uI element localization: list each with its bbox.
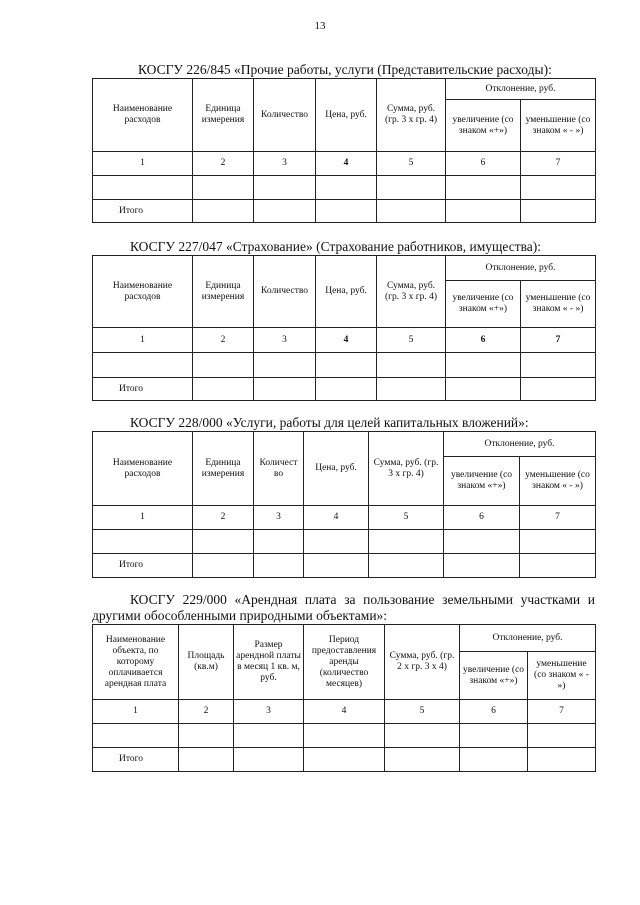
empty-row (93, 176, 596, 200)
table-cell (460, 748, 528, 772)
header-price: Цена, руб. (316, 256, 377, 328)
header-rent-rate: Размер арендной платы в месяц 1 кв. м, руб. (234, 625, 304, 700)
column-number: 5 (377, 152, 446, 176)
header-decrease: уменьшение (со знаком « - ») (521, 100, 596, 152)
table-cell (193, 176, 254, 200)
total-label: Итого (93, 554, 193, 578)
header-decrease: уменьшение (со знаком « - ») (520, 457, 596, 506)
table-cell (254, 530, 304, 554)
header-deviation: Отклонение, руб. (446, 79, 596, 100)
column-number: 3 (254, 328, 316, 353)
header-deviation: Отклонение, руб. (460, 625, 596, 652)
section-3-table (92, 431, 596, 578)
column-numbers-row (93, 328, 596, 353)
column-number: 2 (193, 506, 254, 530)
table-cell (385, 748, 460, 772)
table-cell (304, 724, 385, 748)
header-increase: увеличение (со знаком «+») (444, 457, 520, 506)
table-cell (521, 378, 596, 401)
table-cell (446, 200, 521, 223)
table-cell (369, 530, 444, 554)
section-4-table (92, 624, 596, 772)
column-number: 6 (446, 328, 521, 353)
column-number: 7 (521, 328, 596, 353)
column-number: 7 (520, 506, 596, 530)
column-number: 3 (254, 152, 316, 176)
empty-row (93, 353, 596, 378)
table-cell (377, 176, 446, 200)
column-number: 6 (444, 506, 520, 530)
table-cell (304, 530, 369, 554)
header-unit: Единица измерения (193, 256, 254, 328)
table-cell (446, 353, 521, 378)
header-sum: Сумма, руб. (гр. 3 х гр. 4) (377, 79, 446, 152)
table-cell (377, 353, 446, 378)
column-number: 4 (316, 328, 377, 353)
column-number: 3 (234, 700, 304, 724)
section-1-title: КОСГУ 226/845 «Прочие работы, услуги (Представительские расходы): (138, 62, 552, 77)
table-cell (179, 724, 234, 748)
header-decrease: уменьшение (со знаком « - ») (528, 652, 596, 700)
table-cell (369, 554, 444, 578)
table-cell (93, 724, 179, 748)
header-sum: Сумма, руб. (гр. 3 х гр. 4) (377, 256, 446, 328)
header-increase: увеличение (со знаком «+») (460, 652, 528, 700)
column-number: 2 (193, 328, 254, 353)
header-quantity: Количество (254, 79, 316, 152)
header-sum: Сумма, руб. (гр. 3 х гр. 4) (369, 432, 444, 506)
table-cell (254, 554, 304, 578)
column-number: 4 (304, 700, 385, 724)
table-cell (521, 353, 596, 378)
table-cell (521, 200, 596, 223)
column-number: 1 (93, 152, 193, 176)
total-row (93, 378, 596, 401)
table-cell (254, 200, 316, 223)
table-cell (520, 530, 596, 554)
table-cell (316, 176, 377, 200)
header-increase: увеличение (со знаком «+») (446, 281, 521, 328)
table-cell (528, 724, 596, 748)
header-sum: Сумма, руб. (гр. 2 х гр. 3 х 4) (385, 625, 460, 700)
table-cell (93, 530, 193, 554)
table-cell (377, 378, 446, 401)
table-cell (521, 176, 596, 200)
column-number: 7 (521, 152, 596, 176)
total-row (93, 200, 596, 223)
table-cell (377, 200, 446, 223)
section-1-table (92, 78, 596, 223)
header-name: Наименование расходов (93, 432, 193, 506)
table-cell (234, 748, 304, 772)
header-price: Цена, руб. (316, 79, 377, 152)
table-cell (446, 176, 521, 200)
column-number: 2 (179, 700, 234, 724)
table-cell (193, 530, 254, 554)
table-cell (193, 378, 254, 401)
header-increase: увеличение (со знаком «+») (446, 100, 521, 152)
column-numbers-row (93, 152, 596, 176)
table-cell (444, 530, 520, 554)
column-number: 6 (460, 700, 528, 724)
table-cell (193, 554, 254, 578)
header-unit: Единица измерения (193, 79, 254, 152)
header-name: Наименование объекта, по которому оплачивается арендная плата (93, 625, 179, 700)
table-cell (304, 748, 385, 772)
section-2-title: КОСГУ 227/047 «Страхование» (Страхование работников, имущества): (130, 239, 542, 254)
header-name: Наименование расходов (93, 79, 193, 152)
header-quantity: Количество (254, 256, 316, 328)
header-quantity: Количест во (254, 432, 304, 506)
column-number: 1 (93, 328, 193, 353)
total-label: Итого (93, 378, 193, 401)
column-number: 2 (193, 152, 254, 176)
table-cell (179, 748, 234, 772)
column-numbers-row (93, 506, 596, 530)
table-cell (193, 353, 254, 378)
table-cell (316, 378, 377, 401)
section-2-table (92, 255, 596, 401)
total-row (93, 748, 596, 772)
total-label: Итого (93, 748, 179, 772)
empty-row (93, 530, 596, 554)
column-number: 1 (93, 700, 179, 724)
header-deviation: Отклонение, руб. (446, 256, 596, 281)
empty-row (93, 724, 596, 748)
column-number: 6 (446, 152, 521, 176)
column-number: 1 (93, 506, 193, 530)
header-deviation: Отклонение, руб. (444, 432, 596, 457)
table-cell (93, 353, 193, 378)
table-cell (254, 176, 316, 200)
header-decrease: уменьшение (со знаком « - ») (521, 281, 596, 328)
column-number: 4 (316, 152, 377, 176)
header-price: Цена, руб. (304, 432, 369, 506)
table-cell (234, 724, 304, 748)
table-cell (460, 724, 528, 748)
section-3-title: КОСГУ 228/000 «Услуги, работы для целей капитальных вложений»: (130, 415, 529, 430)
header-area: Площадь (кв.м) (179, 625, 234, 700)
total-row (93, 554, 596, 578)
column-number: 5 (377, 328, 446, 353)
header-unit: Единица измерения (193, 432, 254, 506)
table-cell (528, 748, 596, 772)
table-cell (316, 200, 377, 223)
header-period: Период предоставления аренды (количество месяцев) (304, 625, 385, 700)
table-cell (193, 200, 254, 223)
table-cell (254, 353, 316, 378)
table-cell (520, 554, 596, 578)
column-numbers-row (93, 700, 596, 724)
table-cell (304, 554, 369, 578)
total-label: Итого (93, 200, 193, 223)
table-cell (385, 724, 460, 748)
column-number: 5 (369, 506, 444, 530)
table-cell (316, 353, 377, 378)
section-4-title: КОСГУ 229/000 «Арендная плата за пользование земельными участками и другими обособленными природными объектами»: (92, 592, 595, 623)
column-number: 5 (385, 700, 460, 724)
page-number: 13 (314, 20, 326, 32)
table-cell (444, 554, 520, 578)
table-cell (254, 378, 316, 401)
column-number: 4 (304, 506, 369, 530)
table-cell (93, 176, 193, 200)
column-number: 3 (254, 506, 304, 530)
header-name: Наименование расходов (93, 256, 193, 328)
table-cell (446, 378, 521, 401)
column-number: 7 (528, 700, 596, 724)
